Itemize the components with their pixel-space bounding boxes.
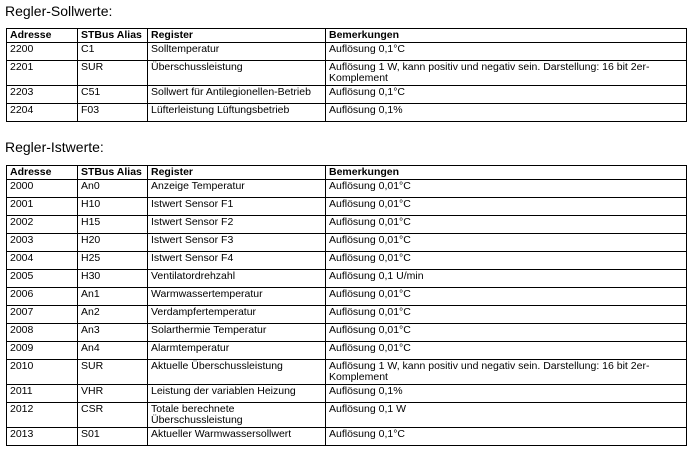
cell-alias: H15 — [78, 216, 148, 234]
cell-adresse: 2200 — [7, 43, 78, 61]
section-title-sollwerte: Regler-Sollwerte: — [5, 3, 113, 19]
cell-register: Solltemperatur — [148, 43, 326, 61]
table-row — [7, 216, 687, 234]
col-header-stbus-alias: STBus Alias — [78, 166, 148, 180]
cell-bemerkung: Auflösung 0,01°C — [326, 180, 687, 198]
cell-adresse: 2201 — [7, 61, 78, 86]
col-header-register: Register — [148, 29, 326, 43]
cell-bemerkung: Auflösung 0,01°C — [326, 288, 687, 306]
table-row — [7, 342, 687, 360]
table-row — [7, 252, 687, 270]
cell-adresse: 2010 — [7, 360, 78, 385]
cell-adresse: 2005 — [7, 270, 78, 288]
cell-alias: C1 — [78, 43, 148, 61]
cell-bemerkung: Auflösung 0,01°C — [326, 324, 687, 342]
cell-adresse: 2204 — [7, 104, 78, 122]
cell-register: Ventilatordrehzahl — [148, 270, 326, 288]
cell-bemerkung: Auflösung 0,01°C — [326, 306, 687, 324]
cell-register: Aktuelle Überschussleistung — [148, 360, 326, 385]
cell-register: Istwert Sensor F3 — [148, 234, 326, 252]
cell-adresse: 2002 — [7, 216, 78, 234]
cell-alias: SUR — [78, 360, 148, 385]
cell-adresse: 2003 — [7, 234, 78, 252]
cell-alias: H30 — [78, 270, 148, 288]
cell-adresse: 2007 — [7, 306, 78, 324]
cell-alias: An4 — [78, 342, 148, 360]
cell-register: Anzeige Temperatur — [148, 180, 326, 198]
table-row — [7, 288, 687, 306]
cell-adresse: 2000 — [7, 180, 78, 198]
cell-adresse: 2006 — [7, 288, 78, 306]
table-row — [7, 428, 687, 446]
table-row — [7, 360, 687, 385]
cell-bemerkung: Auflösung 0,1% — [326, 104, 687, 122]
cell-bemerkung: Auflösung 0,1°C — [326, 86, 687, 104]
table-row — [7, 234, 687, 252]
table-header-row — [7, 29, 687, 43]
table-row — [7, 180, 687, 198]
cell-alias: VHR — [78, 385, 148, 403]
cell-bemerkung: Auflösung 0,01°C — [326, 198, 687, 216]
cell-adresse: 2001 — [7, 198, 78, 216]
cell-adresse: 2203 — [7, 86, 78, 104]
cell-alias: An0 — [78, 180, 148, 198]
cell-register: Istwert Sensor F2 — [148, 216, 326, 234]
cell-adresse: 2004 — [7, 252, 78, 270]
cell-alias: H10 — [78, 198, 148, 216]
cell-bemerkung: Auflösung 0,1°C — [326, 43, 687, 61]
col-header-adresse: Adresse — [7, 29, 78, 43]
section-title-istwerte: Regler-Istwerte: — [5, 139, 104, 155]
cell-register: Warmwassertemperatur — [148, 288, 326, 306]
cell-register: Istwert Sensor F1 — [148, 198, 326, 216]
istwerte-table — [6, 165, 687, 446]
table-row — [7, 270, 687, 288]
cell-register: Überschussleistung — [148, 61, 326, 86]
cell-adresse: 2011 — [7, 385, 78, 403]
cell-bemerkung: Auflösung 0,1% — [326, 385, 687, 403]
cell-register: Istwert Sensor F4 — [148, 252, 326, 270]
col-header-bemerkungen: Bemerkungen — [326, 29, 687, 43]
table-row — [7, 86, 687, 104]
col-header-adresse: Adresse — [7, 166, 78, 180]
sollwerte-table — [6, 28, 687, 122]
table-header-row — [7, 166, 687, 180]
cell-bemerkung: Auflösung 0,01°C — [326, 342, 687, 360]
cell-adresse: 2012 — [7, 403, 78, 428]
cell-adresse: 2009 — [7, 342, 78, 360]
cell-alias: An2 — [78, 306, 148, 324]
cell-register: Aktueller Warmwassersollwert — [148, 428, 326, 446]
cell-register: Sollwert für Antilegionellen-Betrieb — [148, 86, 326, 104]
cell-register: Totale berechnete Überschussleistung — [148, 403, 326, 428]
table-row — [7, 104, 687, 122]
cell-bemerkung: Auflösung 0,01°C — [326, 216, 687, 234]
cell-adresse: 2008 — [7, 324, 78, 342]
table-row — [7, 324, 687, 342]
table-row — [7, 403, 687, 428]
cell-bemerkung: Auflösung 0,01°C — [326, 234, 687, 252]
table-row — [7, 306, 687, 324]
table-row — [7, 61, 687, 86]
cell-alias: An3 — [78, 324, 148, 342]
cell-alias: CSR — [78, 403, 148, 428]
cell-alias: H20 — [78, 234, 148, 252]
cell-alias: H25 — [78, 252, 148, 270]
cell-register: Lüfterleistung Lüftungsbetrieb — [148, 104, 326, 122]
cell-bemerkung: Auflösung 0,01°C — [326, 252, 687, 270]
table-row — [7, 385, 687, 403]
cell-alias: F03 — [78, 104, 148, 122]
cell-alias: SUR — [78, 61, 148, 86]
col-header-stbus-alias: STBus Alias — [78, 29, 148, 43]
cell-register: Solarthermie Temperatur — [148, 324, 326, 342]
cell-bemerkung: Auflösung 0,1 U/min — [326, 270, 687, 288]
cell-bemerkung: Auflösung 0,1°C — [326, 428, 687, 446]
cell-adresse: 2013 — [7, 428, 78, 446]
table-row — [7, 198, 687, 216]
cell-alias: S01 — [78, 428, 148, 446]
col-header-register: Register — [148, 166, 326, 180]
col-header-bemerkungen: Bemerkungen — [326, 166, 687, 180]
table-row — [7, 43, 687, 61]
cell-register: Verdampfertemperatur — [148, 306, 326, 324]
cell-bemerkung: Auflösung 1 W, kann positiv und negativ sein. Darstellung: 16 bit 2er-Komplement — [326, 61, 687, 86]
cell-alias: An1 — [78, 288, 148, 306]
cell-register: Alarmtemperatur — [148, 342, 326, 360]
cell-bemerkung: Auflösung 0,1 W — [326, 403, 687, 428]
cell-alias: C51 — [78, 86, 148, 104]
cell-bemerkung: Auflösung 1 W, kann positiv und negativ sein. Darstellung: 16 bit 2er-Komplement — [326, 360, 687, 385]
cell-register: Leistung der variablen Heizung — [148, 385, 326, 403]
